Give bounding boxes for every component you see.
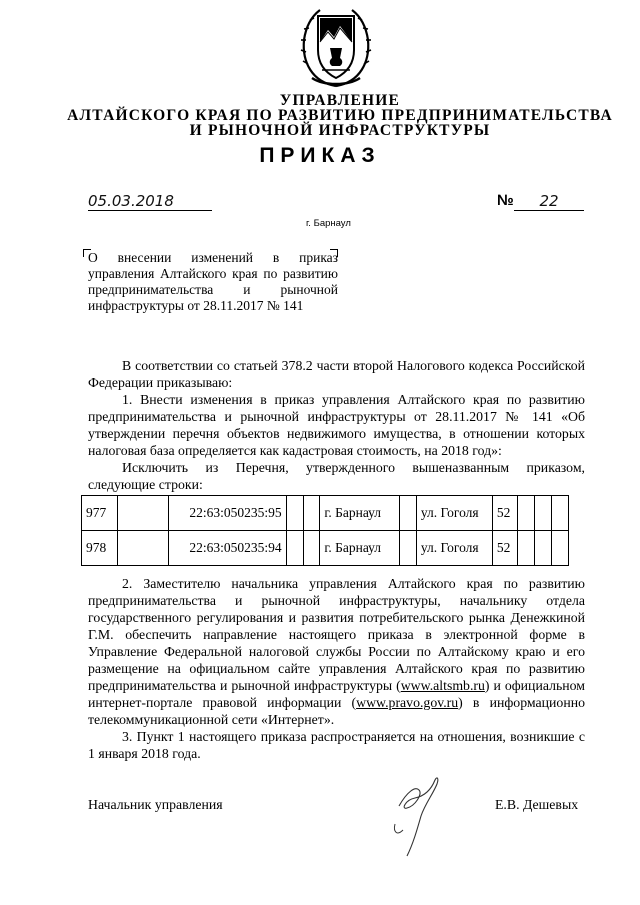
- paragraph-2: [88, 575, 585, 728]
- table-cell: [286, 496, 303, 531]
- number-sign: №: [497, 192, 514, 209]
- number-handwritten: 22: [539, 192, 559, 210]
- org-name-line-2: АЛТАЙСКОГО КРАЯ ПО РАЗВИТИЮ ПРЕДПРИНИМАТЕЛЬСТВА: [67, 107, 613, 124]
- table-cell: г. Барнаул: [320, 531, 400, 566]
- table-cell: [400, 496, 417, 531]
- table-cell: [552, 496, 569, 531]
- document-type-title: ПРИКАЗ: [259, 144, 381, 167]
- table-cell: [303, 496, 320, 531]
- number-field: [514, 192, 584, 211]
- table-cell: [117, 496, 168, 531]
- table-cell: 52: [492, 496, 517, 531]
- document-body-continued: [88, 575, 585, 762]
- org-name-line-1: УПРАВЛЕНИЕ: [279, 92, 401, 109]
- paragraph-3: 3. Пункт 1 настоящего приказа распространяется на отношения, возникшие с 1 января 2018 года.: [88, 729, 585, 761]
- table-cell: [552, 531, 569, 566]
- signatory-name: Е.В. Дешевых: [495, 797, 579, 812]
- excluded-rows-table: [81, 495, 569, 566]
- table-cell: [400, 531, 417, 566]
- city-label: г. Барнаул: [306, 218, 351, 229]
- date-field: [88, 192, 212, 211]
- table-cell: 22:63:050235:95: [168, 496, 286, 531]
- paragraph-2-text-a: 2. Заместителю начальника управления Алтайского края по развитию предпринимательства и рыночной инфраструктуры, начальнику отдела государственного регулирования и развития потребительского рынка Денежкиной Г.М. обеспечить направление настоящего приказа в электронной форме в Управление Федеральной налоговой службы России по Алтайскому краю и его размещение на официальном сайте управления Алтайского края по развитию предпринимательства и рыночной инфраструктуры (: [88, 576, 585, 693]
- table-cell: 978: [82, 531, 118, 566]
- org-name-line-3: И РЫНОЧНОЙ ИНФРАСТРУКТУРЫ: [189, 122, 491, 139]
- handwritten-signature: [385, 772, 455, 862]
- paragraph-1: 1. Внести изменения в приказ управления Алтайского края по развитию предпринимательства и рыночной инфраструктуры от 28.11.2017 № 141 «Об утверждении перечня объектов недвижимого имущества, в отношении которых налоговая база определяется как кадастровая стоимость, на 2018 год»:: [88, 392, 585, 458]
- altsmb-link[interactable]: www.altsmb.ru: [400, 678, 485, 693]
- table-cell: ул. Гоголя: [416, 531, 492, 566]
- table-row: [82, 496, 569, 531]
- signatory-position: Начальник управления: [88, 797, 223, 812]
- document-subject: О внесении изменений в приказ управления Алтайского края по развитию предпринимательства и рыночной инфраструктуры от 28.11.2017 № 141: [88, 250, 338, 313]
- paragraph-2-text-b: ) и официальном интернет-портале правовой информации (: [88, 678, 586, 710]
- pravo-link[interactable]: www.pravo.gov.ru: [356, 695, 459, 710]
- coat-of-arms-emblem: [298, 4, 374, 90]
- table-cell: [117, 531, 168, 566]
- table-cell: ул. Гоголя: [416, 496, 492, 531]
- table-cell: 52: [492, 531, 517, 566]
- table-cell: [518, 531, 535, 566]
- paragraph-1-exclude: Исключить из Перечня, утвержденного вышеназванным приказом, следующие строки:: [88, 460, 585, 492]
- table-cell: [518, 496, 535, 531]
- date-handwritten: 05.03.2018: [88, 192, 174, 210]
- table-cell: [303, 531, 320, 566]
- table-cell: [535, 531, 552, 566]
- table-cell: 977: [82, 496, 118, 531]
- intro-paragraph: В соответствии со статьей 378.2 части второй Налогового кодекса Российской Федерации приказываю:: [88, 358, 585, 390]
- table-cell: 22:63:050235:94: [168, 531, 286, 566]
- table-row: [82, 531, 569, 566]
- table-cell: [535, 496, 552, 531]
- table-body: [82, 496, 569, 566]
- paragraph-2-text-c: ) в информационно телекоммуникационной сети «Интернет».: [88, 695, 585, 727]
- table-cell: г. Барнаул: [320, 496, 400, 531]
- document-body: [88, 357, 585, 493]
- table-cell: [286, 531, 303, 566]
